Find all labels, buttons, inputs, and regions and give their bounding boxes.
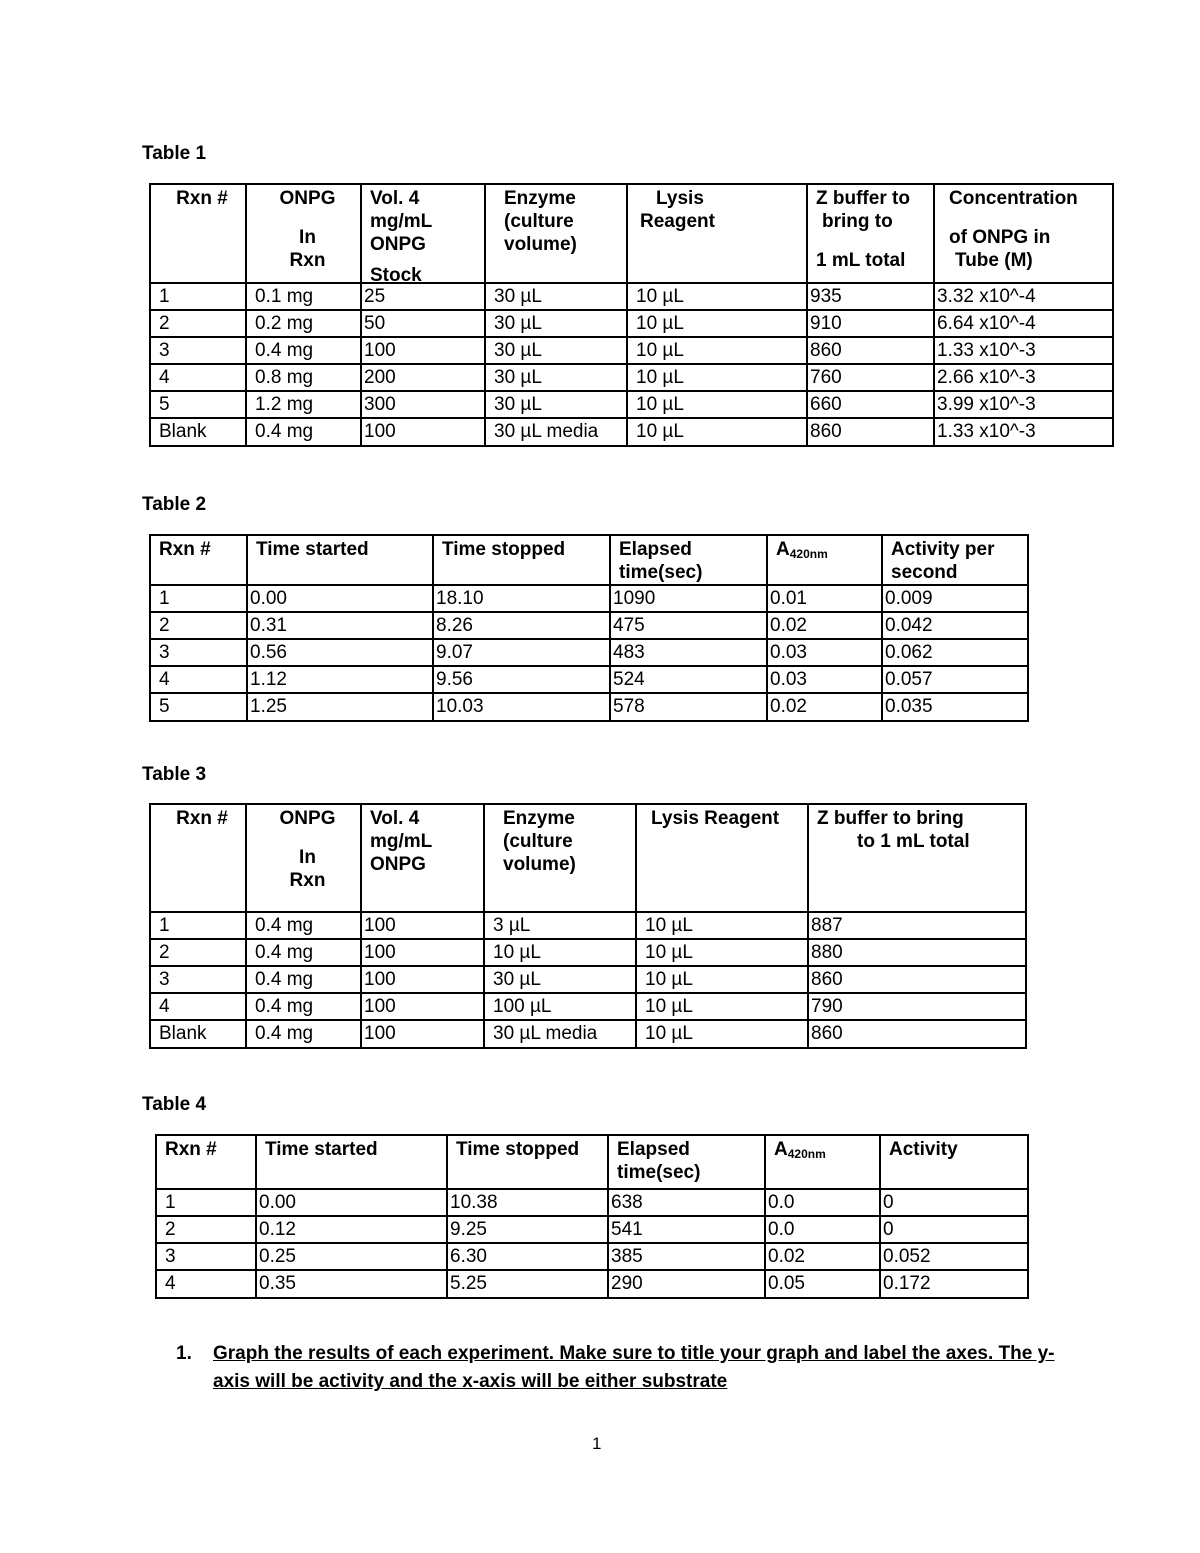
table2-header-rxn: Rxn # — [150, 535, 247, 585]
table1-cell: 10 µL — [627, 283, 807, 310]
table1-cell: 10 µL — [627, 391, 807, 418]
table2-cell: 1090 — [610, 585, 767, 612]
table1-cell: 1.33 x10^-3 — [934, 337, 1113, 364]
table3 — [149, 803, 1027, 1049]
table1-cell: 1.33 x10^-3 — [934, 418, 1113, 446]
table3-cell: 790 — [808, 993, 1026, 1020]
table3-cell: 30 µL — [484, 966, 636, 993]
table3-cell: 10 µL — [484, 939, 636, 966]
table1-cell: 50 — [361, 310, 485, 337]
table1-cell: 860 — [807, 337, 934, 364]
table1-cell: 300 — [361, 391, 485, 418]
table4-cell: 0.172 — [880, 1270, 1028, 1298]
table3-cell: 3 — [150, 966, 246, 993]
table1-cell: 25 — [361, 283, 485, 310]
table1-row — [150, 418, 1113, 446]
table2-header-absorbance: $A_{420nm}$ — [767, 535, 882, 585]
table4-row — [156, 1270, 1028, 1298]
table3-row — [150, 966, 1026, 993]
table4-cell: 10.38 — [447, 1189, 608, 1216]
table3-cell: 30 µL media — [484, 1020, 636, 1048]
table1-cell: 0.1 mg — [246, 283, 361, 310]
table2-cell: 0.009 — [882, 585, 1028, 612]
table1-cell: 100 — [361, 418, 485, 446]
table3-cell: 100 µL — [484, 993, 636, 1020]
table3-cell: 100 — [361, 993, 484, 1020]
table4-cell: 5.25 — [447, 1270, 608, 1298]
table1-cell: 30 µL — [485, 337, 627, 364]
table4-cell: 0.052 — [880, 1243, 1028, 1270]
table4-cell: 0.00 — [256, 1189, 447, 1216]
table2-cell: 1 — [150, 585, 247, 612]
table2-cell: 1.25 — [247, 693, 433, 721]
table4-row — [156, 1243, 1028, 1270]
table1-cell: 30 µL — [485, 364, 627, 391]
table1-cell: Blank — [150, 418, 246, 446]
table3-row — [150, 912, 1026, 939]
table2-cell: 18.10 — [433, 585, 610, 612]
table3-cell: 880 — [808, 939, 1026, 966]
table4-caption: Table 4 — [142, 1094, 207, 1115]
table1-cell: 10 µL — [627, 364, 807, 391]
table1-cell: 30 µL — [485, 283, 627, 310]
table4-header-elapsed: Elapsed time(sec) — [608, 1135, 765, 1189]
table1-cell: 30 µL media — [485, 418, 627, 446]
table1-header-rxn: Rxn # — [150, 184, 246, 283]
table2-cell: 0.56 — [247, 639, 433, 666]
table3-cell: 10 µL — [636, 966, 808, 993]
table1 — [149, 183, 1114, 447]
question-number: 1. — [176, 1343, 192, 1364]
table3-header-lysis: Lysis Reagent — [636, 804, 808, 912]
table1-cell: 0.8 mg — [246, 364, 361, 391]
table1-header-vol: Vol. 4 mg/mL ONPG Stock — [361, 184, 485, 283]
table2-row — [150, 639, 1028, 666]
table2-header-activity: Activity per second — [882, 535, 1028, 585]
table2-cell: 0.02 — [767, 612, 882, 639]
table2-cell: 524 — [610, 666, 767, 693]
table1-cell: 1 — [150, 283, 246, 310]
table1-cell: 0.4 mg — [246, 337, 361, 364]
table2-cell: 3 — [150, 639, 247, 666]
table3-cell: 100 — [361, 1020, 484, 1048]
table4-cell: 0.12 — [256, 1216, 447, 1243]
table1-cell: 100 — [361, 337, 485, 364]
table1-cell: 2 — [150, 310, 246, 337]
table2-cell: 1.12 — [247, 666, 433, 693]
table1-header-zbuffer: Z buffer to bring to 1 mL total — [807, 184, 934, 283]
table4 — [155, 1134, 1029, 1299]
table4-header-activity: Activity — [880, 1135, 1028, 1189]
table2-cell: 9.07 — [433, 639, 610, 666]
table4-cell: 0.35 — [256, 1270, 447, 1298]
table3-header-onpg: ONPG In Rxn — [246, 804, 361, 912]
table2-cell: 483 — [610, 639, 767, 666]
table4-cell: 1 — [156, 1189, 256, 1216]
table3-cell: 2 — [150, 939, 246, 966]
table1-cell: 3.99 x10^-3 — [934, 391, 1113, 418]
table3-cell: 0.4 mg — [246, 939, 361, 966]
table1-cell: 0.4 mg — [246, 418, 361, 446]
table1-cell: 0.2 mg — [246, 310, 361, 337]
table1-row — [150, 337, 1113, 364]
table3-cell: 10 µL — [636, 912, 808, 939]
table2-cell: 5 — [150, 693, 247, 721]
table2-cell: 0.057 — [882, 666, 1028, 693]
table2-cell: 0.02 — [767, 693, 882, 721]
table1-header-concentration: Concentration of ONPG in Tube (M) — [934, 184, 1113, 283]
table4-row — [156, 1216, 1028, 1243]
table1-cell: 30 µL — [485, 391, 627, 418]
table3-header-vol: Vol. 4 mg/mL ONPG — [361, 804, 484, 912]
table4-cell: 0.0 — [765, 1189, 880, 1216]
table1-cell: 1.2 mg — [246, 391, 361, 418]
table1-cell: 6.64 x10^-4 — [934, 310, 1113, 337]
table3-cell: 0.4 mg — [246, 1020, 361, 1048]
table3-cell: 887 — [808, 912, 1026, 939]
table2-cell: 0.03 — [767, 666, 882, 693]
table3-cell: 100 — [361, 912, 484, 939]
table2-cell: 8.26 — [433, 612, 610, 639]
table1-row — [150, 283, 1113, 310]
table3-cell: 10 µL — [636, 1020, 808, 1048]
table4-cell: 0 — [880, 1216, 1028, 1243]
table2-header-time-started: Time started — [247, 535, 433, 585]
table1-cell: 660 — [807, 391, 934, 418]
table2-cell: 9.56 — [433, 666, 610, 693]
table1-row — [150, 364, 1113, 391]
table1-cell: 760 — [807, 364, 934, 391]
table4-cell: 541 — [608, 1216, 765, 1243]
table4-header-rxn: Rxn # — [156, 1135, 256, 1189]
table4-cell: 0.0 — [765, 1216, 880, 1243]
table3-header-rxn: Rxn # — [150, 804, 246, 912]
table3-cell: 0.4 mg — [246, 966, 361, 993]
table2-cell: 0.01 — [767, 585, 882, 612]
table3-cell: Blank — [150, 1020, 246, 1048]
table1-row — [150, 391, 1113, 418]
table4-header-absorbance: $A_{420nm}$ — [765, 1135, 880, 1189]
table4-cell: 9.25 — [447, 1216, 608, 1243]
table2-cell: 2 — [150, 612, 247, 639]
table1-cell: 4 — [150, 364, 246, 391]
table3-cell: 860 — [808, 966, 1026, 993]
table4-cell: 6.30 — [447, 1243, 608, 1270]
table2-cell: 0.042 — [882, 612, 1028, 639]
table2-row — [150, 585, 1028, 612]
table3-row — [150, 939, 1026, 966]
table2-row — [150, 612, 1028, 639]
table1-cell: 10 µL — [627, 337, 807, 364]
table1-header-onpg: ONPG In Rxn — [246, 184, 361, 283]
table1-cell: 2.66 x10^-3 — [934, 364, 1113, 391]
table4-cell: 2 — [156, 1216, 256, 1243]
table3-header-enzyme: Enzyme (culture volume) — [484, 804, 636, 912]
table4-cell: 290 — [608, 1270, 765, 1298]
table1-cell: 935 — [807, 283, 934, 310]
table3-cell: 100 — [361, 966, 484, 993]
table4-cell: 385 — [608, 1243, 765, 1270]
table1-header-enzyme: Enzyme (culture volume) — [485, 184, 627, 283]
table2-cell: 578 — [610, 693, 767, 721]
question-1 — [176, 1340, 1076, 1396]
table4-header-time-started: Time started — [256, 1135, 447, 1189]
table3-cell: 0.4 mg — [246, 912, 361, 939]
table3-cell: 100 — [361, 939, 484, 966]
table1-cell: 3.32 x10^-4 — [934, 283, 1113, 310]
table1-header-lysis: Lysis Reagent — [627, 184, 807, 283]
table2 — [149, 534, 1029, 722]
table1-row — [150, 310, 1113, 337]
table3-cell: 0.4 mg — [246, 993, 361, 1020]
table1-cell: 10 µL — [627, 310, 807, 337]
table2-row — [150, 693, 1028, 721]
table2-cell: 4 — [150, 666, 247, 693]
question-text: Graph the results of each experiment. Make sure to title your graph and label the axes. The y-axis will be activity and the x-axis will be either substrate — [213, 1343, 1055, 1392]
table2-cell: 0.00 — [247, 585, 433, 612]
table1-cell: 3 — [150, 337, 246, 364]
table4-cell: 0.02 — [765, 1243, 880, 1270]
table3-cell: 860 — [808, 1020, 1026, 1048]
table2-header-elapsed: Elapsed time(sec) — [610, 535, 767, 585]
table2-cell: 0.31 — [247, 612, 433, 639]
table1-cell: 910 — [807, 310, 934, 337]
table2-cell: 0.062 — [882, 639, 1028, 666]
table2-cell: 10.03 — [433, 693, 610, 721]
table4-cell: 638 — [608, 1189, 765, 1216]
table2-cell: 475 — [610, 612, 767, 639]
table2-cell: 0.035 — [882, 693, 1028, 721]
table1-cell: 860 — [807, 418, 934, 446]
table1-cell: 200 — [361, 364, 485, 391]
table4-cell: 3 — [156, 1243, 256, 1270]
table1-cell: 30 µL — [485, 310, 627, 337]
table2-caption: Table 2 — [142, 494, 207, 515]
table3-header-zbuffer: Z buffer to bring to 1 mL total — [808, 804, 1026, 912]
table4-row — [156, 1189, 1028, 1216]
table4-cell: 0 — [880, 1189, 1028, 1216]
table3-cell: 10 µL — [636, 939, 808, 966]
table3-caption: Table 3 — [142, 764, 207, 785]
table4-cell: 4 — [156, 1270, 256, 1298]
table3-cell: 10 µL — [636, 993, 808, 1020]
table3-cell: 3 µL — [484, 912, 636, 939]
table1-cell: 5 — [150, 391, 246, 418]
table1-caption: Table 1 — [142, 143, 207, 164]
table4-header-time-stopped: Time stopped — [447, 1135, 608, 1189]
table2-header-time-stopped: Time stopped — [433, 535, 610, 585]
table4-cell: 0.25 — [256, 1243, 447, 1270]
table3-cell: 4 — [150, 993, 246, 1020]
table3-row — [150, 993, 1026, 1020]
table2-row — [150, 666, 1028, 693]
table3-cell: 1 — [150, 912, 246, 939]
table3-row — [150, 1020, 1026, 1048]
table4-cell: 0.05 — [765, 1270, 880, 1298]
table2-cell: 0.03 — [767, 639, 882, 666]
table1-cell: 10 µL — [627, 418, 807, 446]
page-number: 1 — [592, 1434, 602, 1453]
